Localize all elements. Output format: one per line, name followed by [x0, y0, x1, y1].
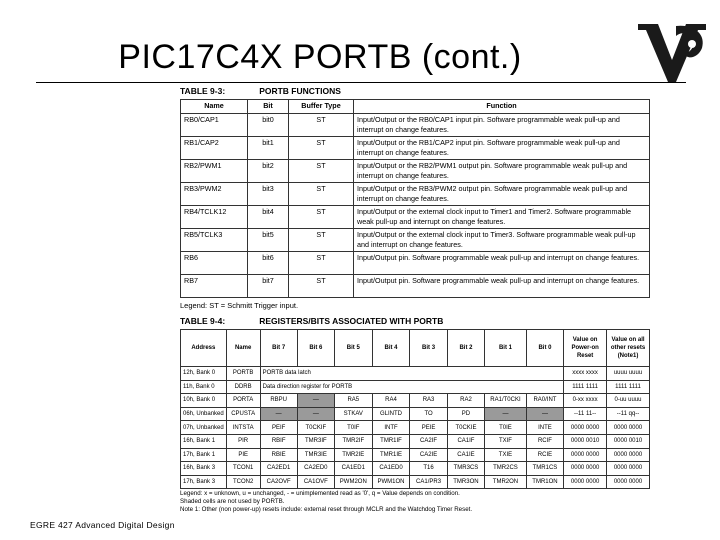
table-cell: 1111 1111 — [607, 380, 650, 394]
table-cell: xxxx xxxx — [564, 367, 607, 381]
table1-header: Bit — [248, 100, 289, 114]
table-row — [181, 252, 650, 275]
table-cell: TMR1ON — [526, 475, 563, 489]
table-cell: 07h, Unbanked — [181, 421, 227, 435]
table-row — [181, 206, 650, 229]
table-cell: TMR2IF — [334, 434, 372, 448]
table2-label: TABLE 9-4: — [180, 316, 226, 326]
table-cell: PEIF — [260, 421, 297, 435]
table-cell: bit1 — [248, 137, 289, 160]
table-cell: T0IF — [334, 421, 372, 435]
table-cell: TMR3IF — [297, 434, 334, 448]
table-cell: 17h, Bank 1 — [181, 448, 227, 462]
table2-header: Name — [226, 330, 260, 367]
table-cell: Input/Output or the external clock input to Timer1 and Timer2. Software programmable weak pull-up and interrupt on change features. — [354, 206, 650, 229]
table2-header: Bit 3 — [410, 330, 447, 367]
table-cell: ST — [289, 206, 354, 229]
table-cell: STKAV — [334, 407, 372, 421]
table-cell: Input/Output or the RB0/CAP1 input pin. Software programmable weak pull-up and interrupt on change features. — [354, 114, 650, 137]
table-cell: CA1ED1 — [334, 462, 372, 476]
table-cell: Input/Output or the external clock input to Timer3. Software programmable weak pull-up and interrupt on change features. — [354, 229, 650, 252]
table2-header: Bit 6 — [297, 330, 334, 367]
table2-header: Bit 1 — [485, 330, 527, 367]
table-cell: 17h, Bank 3 — [181, 475, 227, 489]
table1-header: Buffer Type — [289, 100, 354, 114]
table-cell: TMR1CS — [526, 462, 563, 476]
table-cell: RB0/CAP1 — [181, 114, 248, 137]
table-cell: INTSTA — [226, 421, 260, 435]
table-cell: RA3 — [410, 394, 447, 408]
table-cell: 16h, Bank 3 — [181, 462, 227, 476]
table-cell: bit5 — [248, 229, 289, 252]
table-cell: 0000 0000 — [607, 475, 650, 489]
table-cell: Input/Output or the RB2/PWM1 output pin. Software programmable weak pull-up and interrupt on change features. — [354, 160, 650, 183]
table-cell: PORTA — [226, 394, 260, 408]
table1-legend: Legend: ST = Schmitt Trigger input. — [180, 301, 299, 310]
table-cell: — — [297, 394, 334, 408]
table-row — [181, 421, 650, 435]
table2-header: Address — [181, 330, 227, 367]
table-cell: TMR1IE — [372, 448, 410, 462]
table1-header: Function — [354, 100, 650, 114]
table-cell: 0000 0000 — [607, 421, 650, 435]
table-cell: TMR2IE — [334, 448, 372, 462]
table2-header: Bit 4 — [372, 330, 410, 367]
table-row — [181, 183, 650, 206]
table-cell: 0000 0000 — [607, 462, 650, 476]
table-cell: bit4 — [248, 206, 289, 229]
table-row — [181, 448, 650, 462]
table1-label: TABLE 9-3: — [180, 86, 226, 96]
note-line: Legend: x = unknown, u = unchanged, - = unimplemented read as '0', q = Value depends on condition. — [180, 490, 460, 498]
table-cell: ST — [289, 252, 354, 275]
table-cell: TMR3ON — [447, 475, 484, 489]
table-cell: PORTB data latch — [260, 367, 564, 381]
table-cell: 06h, Unbanked — [181, 407, 227, 421]
table-cell: 0000 0010 — [607, 434, 650, 448]
slide-footer: EGRE 427 Advanced Digital Design — [30, 520, 175, 530]
table-row — [181, 462, 650, 476]
table-cell: PIE — [226, 448, 260, 462]
table-cell: --11 qq-- — [607, 407, 650, 421]
table-cell: ST — [289, 160, 354, 183]
table-cell: GLINTD — [372, 407, 410, 421]
table-cell: bit0 — [248, 114, 289, 137]
table2-header: Bit 7 — [260, 330, 297, 367]
table-cell: DDRB — [226, 380, 260, 394]
table-cell: ST — [289, 229, 354, 252]
table2-header: Bit 2 — [447, 330, 484, 367]
table-cell: RA5 — [334, 394, 372, 408]
table-cell: Input/Output pin. Software programmable weak pull-up and interrupt on change features. — [354, 275, 650, 298]
table-cell: RB6 — [181, 252, 248, 275]
table-cell: bit2 — [248, 160, 289, 183]
table-cell: — — [260, 407, 297, 421]
table-cell: RBIF — [260, 434, 297, 448]
table-cell: RB1/CAP2 — [181, 137, 248, 160]
table-cell: RB2/PWM1 — [181, 160, 248, 183]
table-cell: CPUSTA — [226, 407, 260, 421]
table2-notes — [180, 490, 650, 514]
table-cell: RA1/T0CKI — [485, 394, 527, 408]
table-cell: 12h, Bank 0 — [181, 367, 227, 381]
table-row — [181, 394, 650, 408]
scanned-datasheet — [180, 86, 650, 514]
table-cell: bit7 — [248, 275, 289, 298]
table-cell: RB4/TCLK12 — [181, 206, 248, 229]
table-cell: 1111 1111 — [564, 380, 607, 394]
slide-title: PIC17C4X PORTB (cont.) — [118, 38, 522, 76]
table-cell: CA1IE — [447, 448, 484, 462]
table-cell: Input/Output pin. Software programmable weak pull-up and interrupt on change features. — [354, 252, 650, 275]
table-cell: CA1IF — [447, 434, 484, 448]
table2-title: REGISTERS/BITS ASSOCIATED WITH PORTB — [259, 316, 444, 326]
table-cell: — — [526, 407, 563, 421]
table-cell: TXIE — [485, 448, 527, 462]
table-cell: TMR3IE — [297, 448, 334, 462]
table-cell: 0-uu uuuu — [607, 394, 650, 408]
note-line: Note 1: Other (non power-up) resets include: external reset through MCLR and the Watchdog Timer Reset. — [180, 506, 473, 514]
table-cell: CA1/PR3 — [410, 475, 447, 489]
portb-registers-table — [180, 329, 650, 489]
table-cell: — — [485, 407, 527, 421]
table-cell: RCIE — [526, 448, 563, 462]
table-cell: T0CKIF — [297, 421, 334, 435]
table-row — [181, 137, 650, 160]
table-row — [181, 475, 650, 489]
table-row — [181, 380, 650, 394]
table-cell: TXIF — [485, 434, 527, 448]
table-cell: CA2OVF — [260, 475, 297, 489]
table-cell: PORTB — [226, 367, 260, 381]
table-cell: — — [297, 407, 334, 421]
table1-caption — [180, 86, 650, 99]
table-cell: TCON2 — [226, 475, 260, 489]
table-cell: CA2ED0 — [297, 462, 334, 476]
table-cell: T0CKIE — [447, 421, 484, 435]
table1-title: PORTB FUNCTIONS — [259, 86, 341, 96]
table-cell: bit3 — [248, 183, 289, 206]
table-cell: ST — [289, 183, 354, 206]
table-cell: PWM1ON — [372, 475, 410, 489]
table-cell: CA2ED1 — [260, 462, 297, 476]
table-row — [181, 160, 650, 183]
table-cell: RCIF — [526, 434, 563, 448]
table-cell: 0000 0000 — [607, 448, 650, 462]
table-cell: INTF — [372, 421, 410, 435]
portb-functions-table — [180, 99, 650, 298]
title-divider — [36, 82, 686, 83]
table-cell: TMR1IF — [372, 434, 410, 448]
table-row — [181, 114, 650, 137]
table-cell: 16h, Bank 1 — [181, 434, 227, 448]
table2-header: Bit 0 — [526, 330, 563, 367]
table-cell: 10h, Bank 0 — [181, 394, 227, 408]
table-cell: TCON1 — [226, 462, 260, 476]
table-cell: ST — [289, 114, 354, 137]
vcu-ram-logo-icon — [636, 22, 708, 84]
table-cell: PD — [447, 407, 484, 421]
table-cell: 0000 0000 — [564, 421, 607, 435]
table-row — [181, 275, 650, 298]
table-cell: PIR — [226, 434, 260, 448]
table-cell: uuuu uuuu — [607, 367, 650, 381]
table-row — [181, 434, 650, 448]
table-cell: ST — [289, 275, 354, 298]
table-cell: RBPU — [260, 394, 297, 408]
table-cell: RB5/TCLK3 — [181, 229, 248, 252]
table2-header: Bit 5 — [334, 330, 372, 367]
table-cell: TO — [410, 407, 447, 421]
table-cell: PWM2ON — [334, 475, 372, 489]
table-cell: RA4 — [372, 394, 410, 408]
table-cell: RBIE — [260, 448, 297, 462]
table-cell: T0IE — [485, 421, 527, 435]
table-row — [181, 367, 650, 381]
note-line: Shaded cells are not used by PORTB. — [180, 498, 285, 506]
table-cell: 0000 0000 — [564, 462, 607, 476]
table-cell: T16 — [410, 462, 447, 476]
table-cell: RB7 — [181, 275, 248, 298]
table-cell: CA1OVF — [297, 475, 334, 489]
table-cell: ST — [289, 137, 354, 160]
table-cell: 0-xx xxxx — [564, 394, 607, 408]
table-cell: INTE — [526, 421, 563, 435]
table-row — [181, 407, 650, 421]
table2-caption — [180, 316, 650, 329]
table-cell: TMR2ON — [485, 475, 527, 489]
table-cell: 0000 0000 — [564, 475, 607, 489]
table-cell: PEIE — [410, 421, 447, 435]
table-cell: 11h, Bank 0 — [181, 380, 227, 394]
table-cell: bit6 — [248, 252, 289, 275]
table-cell: TMR2CS — [485, 462, 527, 476]
table1-header: Name — [181, 100, 248, 114]
table-cell: RA2 — [447, 394, 484, 408]
table-cell: 0000 0000 — [564, 448, 607, 462]
table-cell: 0000 0010 — [564, 434, 607, 448]
table-cell: CA2IF — [410, 434, 447, 448]
table-cell: RA0/INT — [526, 394, 563, 408]
table-cell: RB3/PWM2 — [181, 183, 248, 206]
table-cell: Input/Output or the RB1/CAP2 input pin. Software programmable weak pull-up and interrupt on change features. — [354, 137, 650, 160]
table-row — [181, 229, 650, 252]
table-cell: TMR3CS — [447, 462, 484, 476]
table-cell: Input/Output or the RB3/PWM2 output pin. Software programmable weak pull-up and interrupt on change features. — [354, 183, 650, 206]
table-cell: CA2IE — [410, 448, 447, 462]
table-cell: --11 11-- — [564, 407, 607, 421]
table-cell: CA1ED0 — [372, 462, 410, 476]
table-cell: Data direction register for PORTB — [260, 380, 564, 394]
table2-header: Value on Power-on Reset — [564, 330, 607, 367]
table2-header: Value on all other resets (Note1) — [607, 330, 650, 367]
